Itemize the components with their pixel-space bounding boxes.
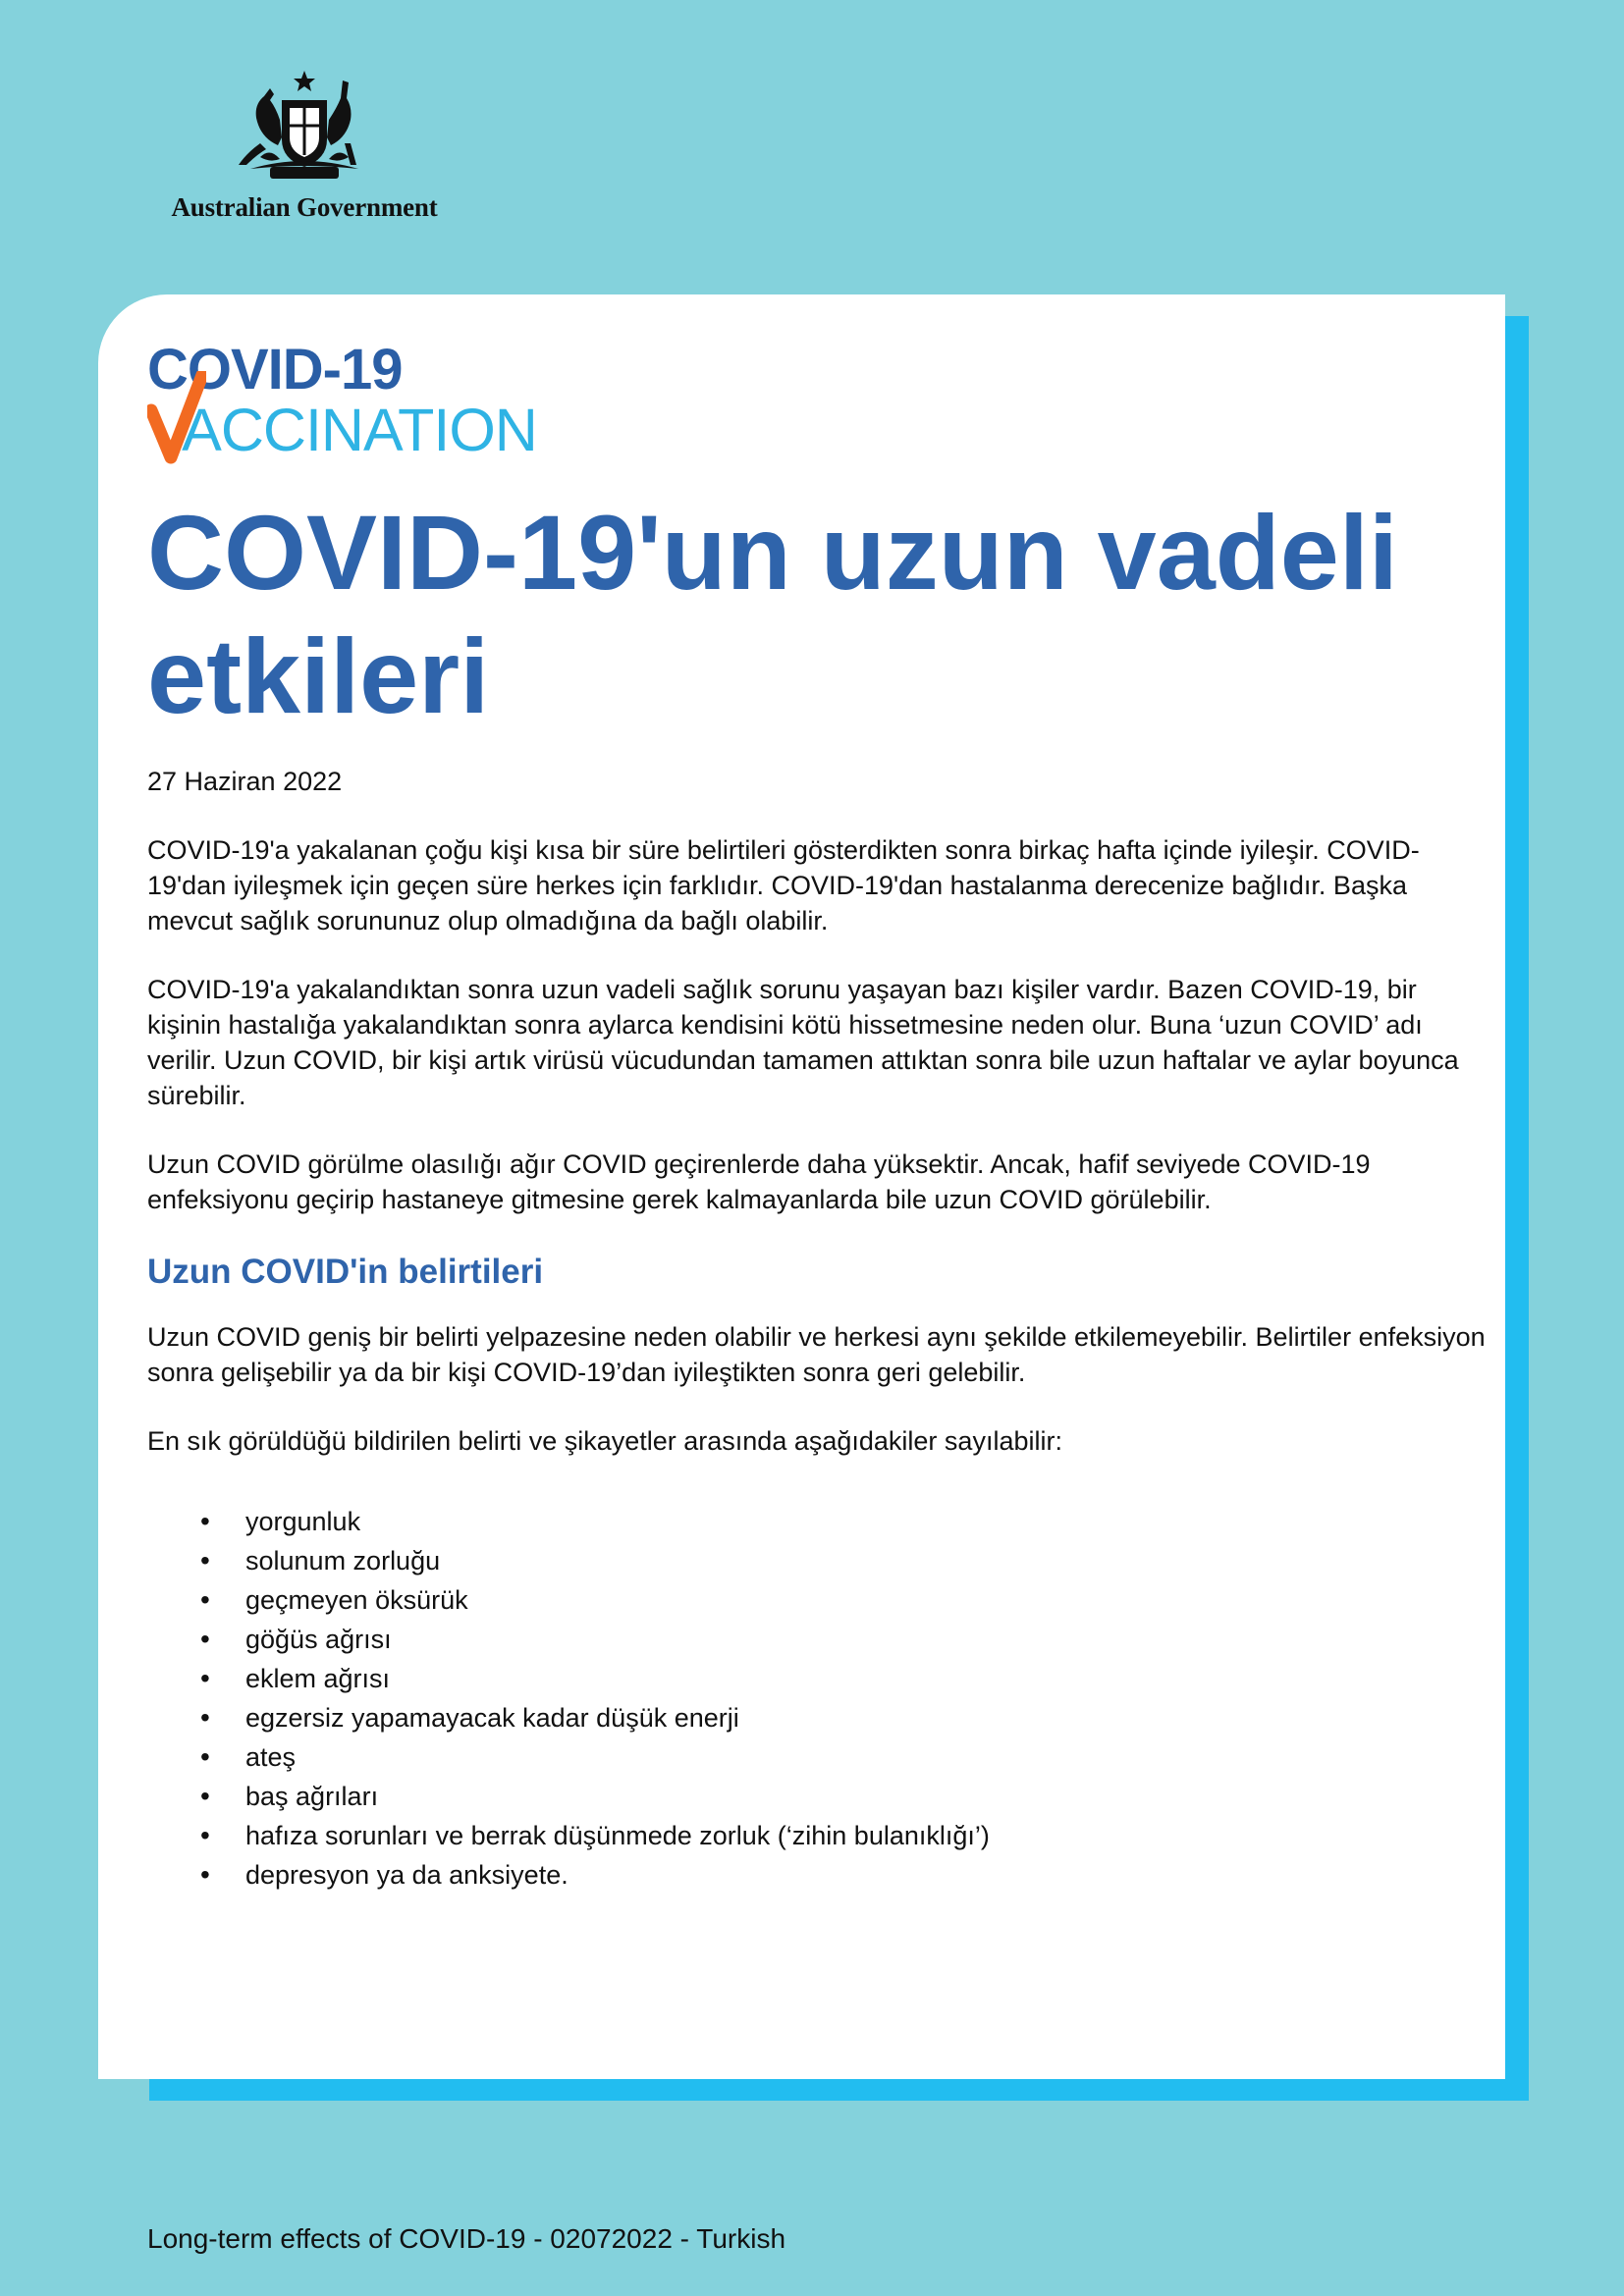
section-heading: Uzun COVID'in belirtileri bbox=[147, 1253, 544, 1291]
list-item: • ateş bbox=[147, 1737, 1492, 1777]
list-item: • geçmeyen öksürük bbox=[147, 1580, 1492, 1620]
section-paragraph-1: Uzun COVID geniş bir belirti yelpazesine neden olabilir ve herkesi aynı şekilde etkilemeyebilir. Belirtiler enfeksiyon sonra gelişebilir ya da bir kişi COVID-19’dan iyileştikten sonra geri gelebilir. bbox=[147, 1322, 1486, 1387]
document-card bbox=[98, 294, 1505, 2079]
section-paragraph-2: En sık görüldüğü bildirilen belirti ve şikayetler arasında aşağıdakiler sayılabilir: bbox=[147, 1426, 1062, 1456]
list-item: • egzersiz yapamayacak kadar düşük enerji bbox=[147, 1698, 1492, 1737]
logo-vaccination-rest: ACCINATION bbox=[182, 397, 537, 463]
page-title: COVID-19'un uzun vadeli etkileri bbox=[147, 493, 1398, 735]
list-item: • eklem ağrısı bbox=[147, 1659, 1492, 1698]
intro-paragraph-2: COVID-19'a yakalandıktan sonra uzun vadeli sağlık sorunu yaşayan bazı kişiler vardır. Bazen COVID-19, bir kişinin hastalığa yakalandıktan sonra aylarca kendisini kötü hissetmesine neden olur. Buna ‘uzun COVID’ adı verilir. Uzun COVID, bir kişi artık virüsü vücudundan tamamen attıktan sonra bile uzun haftalar ve aylar boyunca sürebilir. bbox=[147, 975, 1459, 1110]
list-item: • yorgunluk bbox=[147, 1502, 1492, 1541]
list-item: • göğüs ağrısı bbox=[147, 1620, 1492, 1659]
list-item: • depresyon ya da anksiyete. bbox=[147, 1855, 1492, 1895]
logo-covid-text: COVID-19 bbox=[147, 338, 403, 401]
government-name: Australian Government bbox=[171, 192, 438, 222]
intro-paragraph-3: Uzun COVID görülme olasılığı ağır COVID geçirenlerde daha yüksektir. Ancak, hafif seviyede COVID-19 enfeksiyonu geçirip hastaneye gitmesine gerek kalmayanlarda bile uzun COVID görülebilir. bbox=[147, 1149, 1371, 1214]
list-item: • solunum zorluğu bbox=[147, 1541, 1492, 1580]
list-item: • baş ağrıları bbox=[147, 1777, 1492, 1816]
list-item: • hafıza sorunları ve berrak düşünmede zorluk (‘zihin bulanıklığı’) bbox=[147, 1816, 1492, 1855]
footer-text: Long-term effects of COVID-19 - 02072022 - Turkish bbox=[147, 2223, 786, 2254]
checkmark-icon bbox=[147, 371, 206, 464]
intro-paragraph-1: COVID-19'a yakalanan çoğu kişi kısa bir süre belirtileri gösterdikten sonra birkaç hafta içinde iyileşir. COVID-19'dan iyileşmek için geçen süre herkes için farklıdır. COVID-19'dan hastalanma derecenize bağlıdır. Başka mevcut sağlık sorununuz olup olmadığına da bağlı olabilir. bbox=[147, 835, 1420, 935]
symptom-list bbox=[147, 1502, 1492, 1895]
document-date: 27 Haziran 2022 bbox=[147, 767, 343, 796]
document-body bbox=[147, 764, 1492, 1895]
government-logo bbox=[147, 69, 461, 223]
australian-coat-of-arms-icon bbox=[221, 69, 388, 187]
covid-vaccination-logo bbox=[147, 338, 599, 464]
